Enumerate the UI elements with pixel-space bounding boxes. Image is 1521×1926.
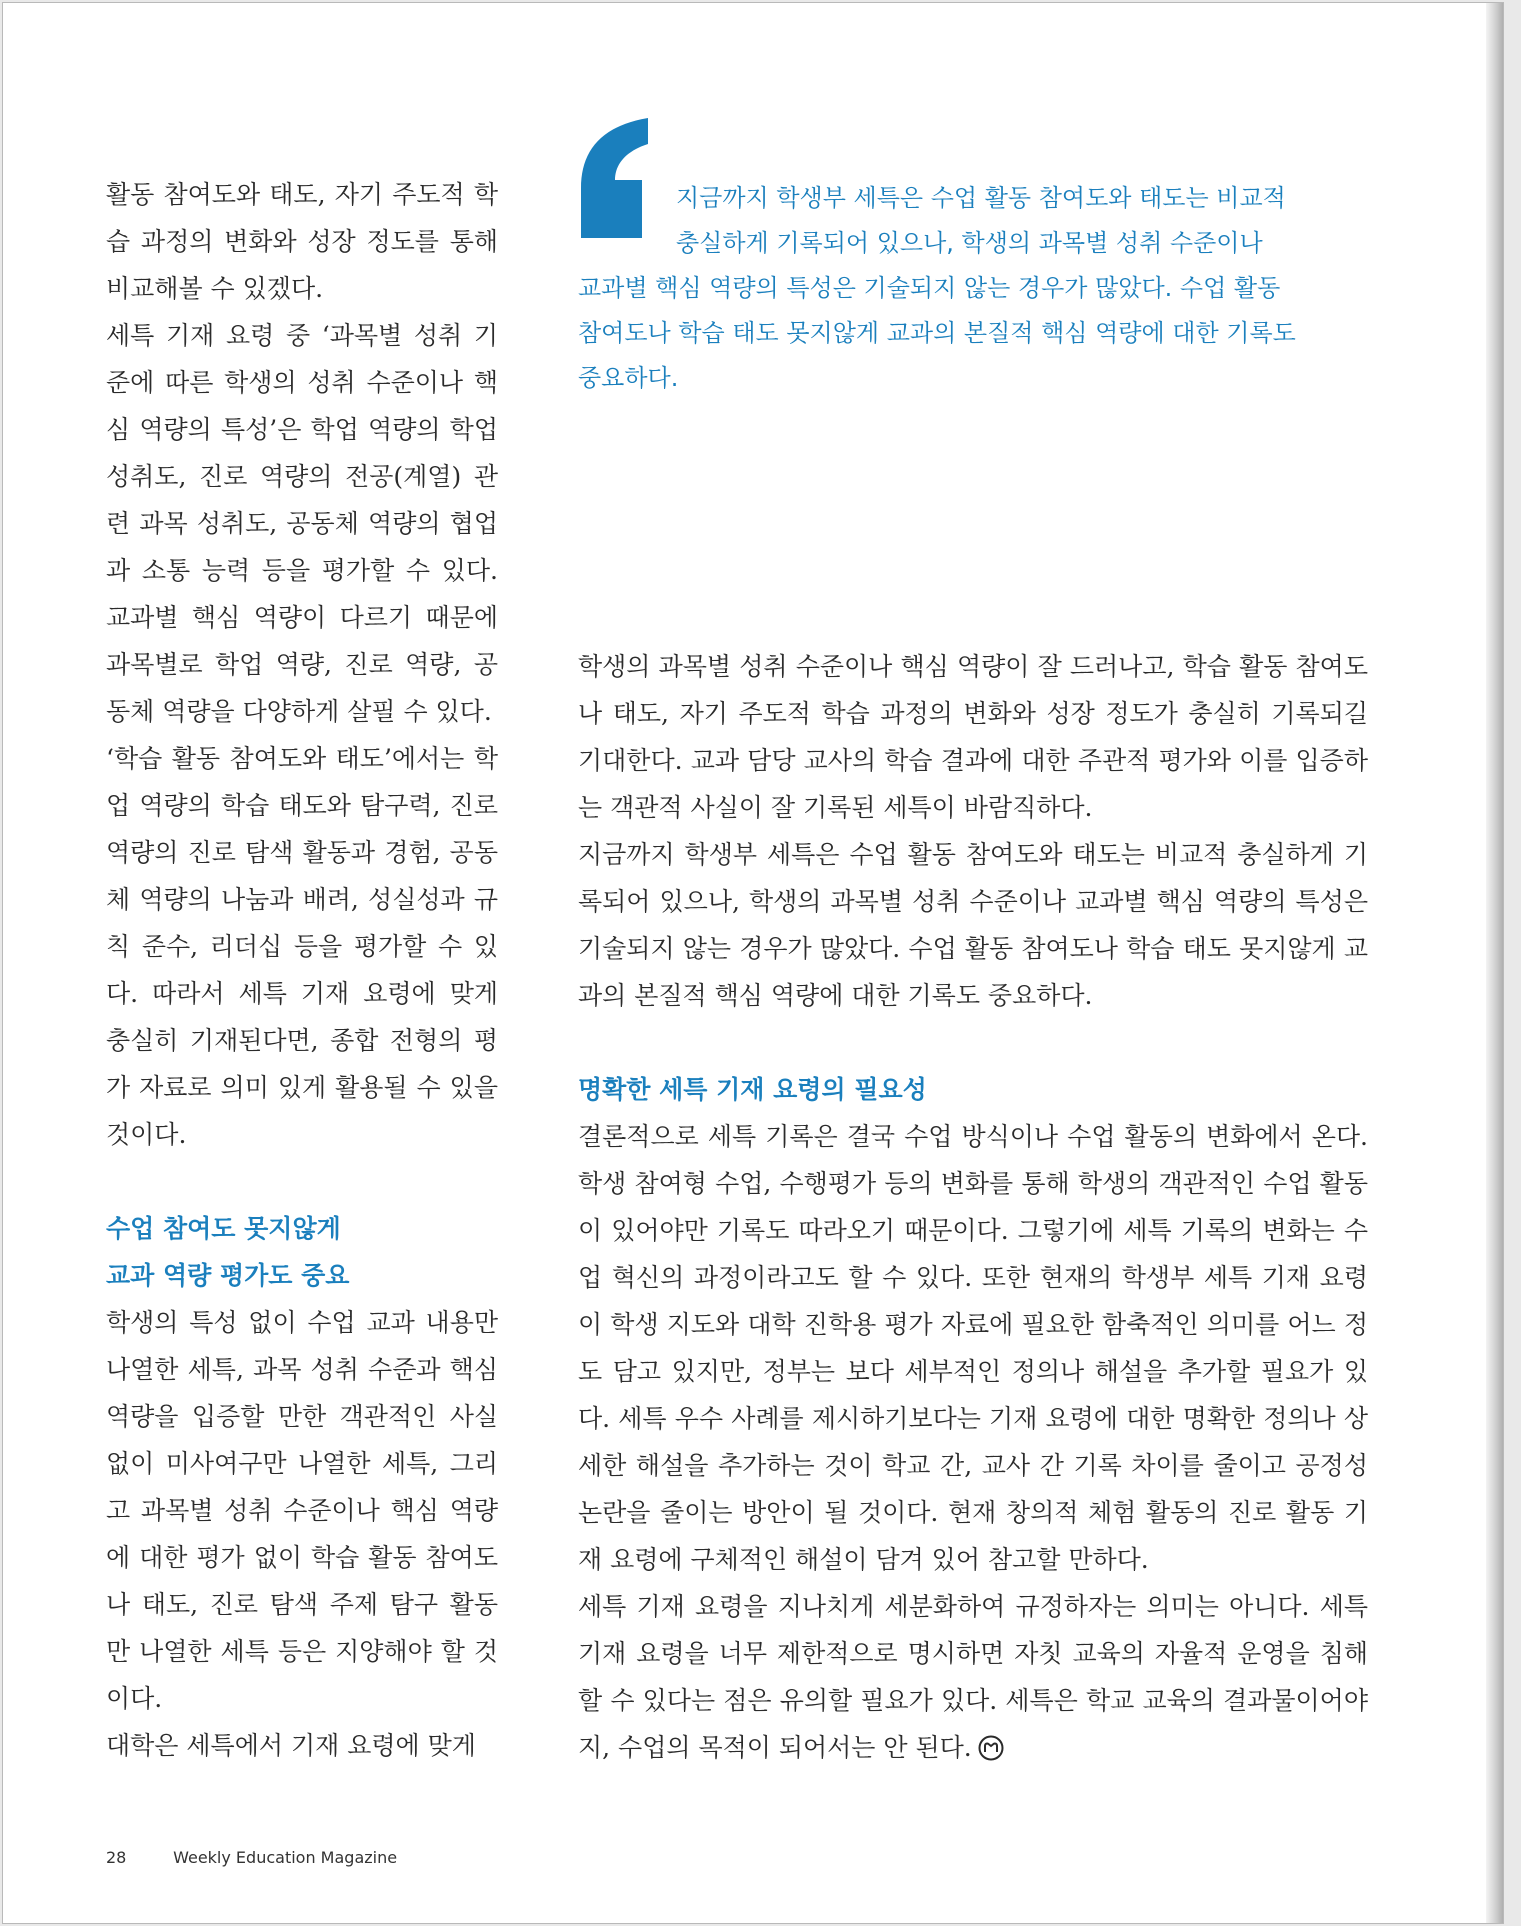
pull-quote-text bbox=[578, 118, 1368, 401]
pull-quote bbox=[578, 118, 1368, 401]
body-paragraph: 지금까지 학생부 세특은 수업 활동 참여도와 태도는 비교적 충실하게 기록되어 있으나, 학생의 과목별 성취 수준이나 교과별 핵심 역량의 특성은 기술되지 않는 경우가 많았다. 수업 활동 참여도나 학습 태도 못지않게 교과의 본질적 핵심 역량에 대한 기록도 중요하다. bbox=[578, 840, 1368, 1010]
closing-text: 세특 기재 요령을 지나치게 세분화하여 규정하자는 의미는 아니다. 세특 기재 요령을 너무 제한적으로 명시하면 자칫 교육의 자율적 운영을 침해할 수 있다는 점은 유의할 필요가 있다. 세특은 학교 교육의 결과물이어야지, 수업의 목적이 되어서는 안 된다. bbox=[578, 1592, 1368, 1762]
page-number: 28 bbox=[106, 1848, 127, 1867]
body-paragraph: 세특 기재 요령 중 ‘과목별 성취 기준에 따른 학생의 성취 수준이나 핵심 역량의 특성’은 학업 역량의 학업 성취도, 진로 역량의 전공(계열) 관련 과목 성취도, 공동체 역량의 협업과 소통 능력 등을 평가할 수 있다. 교과별 핵심 역량이 다르기 때문에 과목별로 학업 역량, 진로 역량, 공동체 역량을 다양하게 살필 수 있다. bbox=[106, 321, 498, 726]
page-footer bbox=[106, 1848, 397, 1867]
pull-quote-line: 참여도나 학습 태도 못지않게 교과의 본질적 핵심 역량에 대한 기록도 bbox=[578, 319, 1296, 347]
page-edge-shadow bbox=[1486, 3, 1504, 1924]
body-paragraph bbox=[578, 1583, 1368, 1771]
body-paragraph: 학생의 과목별 성취 수준이나 핵심 역량이 잘 드러나고, 학습 활동 참여도나 태도, 자기 주도적 학습 과정의 변화와 성장 정도가 충실히 기록되길 기대한다. 교과 담당 교사의 학습 결과에 대한 주관적 평가와 이를 입증하는 객관적 사실이 잘 기록된 세특이 바람직하다. bbox=[578, 652, 1368, 822]
left-column bbox=[106, 171, 498, 1769]
body-paragraph: 대학은 세특에서 기재 요령에 맞게 bbox=[106, 1731, 476, 1760]
section-gap bbox=[578, 1019, 1368, 1066]
magazine-title: Weekly Education Magazine bbox=[173, 1848, 398, 1867]
body-paragraph: ‘학습 활동 참여도와 태도’에서는 학업 역량의 학습 태도와 탐구력, 진로 역량의 진로 탐색 활동과 경험, 공동체 역량의 나눔과 배려, 성실성과 규칙 준수, 리더십 등을 평가할 수 있다. 따라서 세특 기재 요령에 맞게 충실히 기재된다면, 종합 전형의 평가 자료로 의미 있게 활용될 수 있을 것이다. bbox=[106, 744, 498, 1149]
section-heading: 교과 역량 평가도 중요 bbox=[106, 1261, 350, 1290]
magazine-page bbox=[2, 2, 1504, 1924]
body-paragraph: 학생의 특성 없이 수업 교과 내용만 나열한 세특, 과목 성취 수준과 핵심 역량을 입증할 만한 객관적인 사실 없이 미사여구만 나열한 세특, 그리고 과목별 성취 수준이나 핵심 역량에 대한 평가 없이 학습 활동 참여도나 태도, 진로 탐색 주제 탐구 활동만 나열한 세특 등은 지양해야 할 것이다. bbox=[106, 1308, 498, 1713]
section-heading: 명확한 세특 기재 요령의 필요성 bbox=[578, 1075, 927, 1104]
pull-quote-line: 지금까지 학생부 세특은 수업 활동 참여도와 태도는 비교적 bbox=[676, 184, 1286, 212]
section-gap bbox=[106, 1158, 498, 1205]
body-paragraph: 활동 참여도와 태도, 자기 주도적 학습 과정의 변화와 성장 정도를 통해 비교해볼 수 있겠다. bbox=[106, 180, 498, 303]
pull-quote-line: 중요하다. bbox=[578, 364, 679, 392]
right-column bbox=[578, 643, 1368, 1771]
body-paragraph: 결론적으로 세특 기록은 결국 수업 방식이나 수업 활동의 변화에서 온다. 학생 참여형 수업, 수행평가 등의 변화를 통해 학생의 객관적인 수업 활동이 있어야만 기록도 따라오기 때문이다. 그렇기에 세특 기록의 변화는 수업 혁신의 과정이라고도 할 수 있다. 또한 현재의 학생부 세특 기재 요령이 학생 지도와 대학 진학용 평가 자료에 필요한 함축적인 의미를 어느 정도 담고 있지만, 정부는 보다 세부적인 정의나 해설을 추가할 필요가 있다. 세특 우수 사례를 제시하기보다는 기재 요령에 대한 명확한 정의나 상세한 해설을 추가하는 것이 학교 간, 교사 간 기록 차이를 줄이고 공정성 논란을 줄이는 방안이 될 것이다. 현재 창의적 체험 활동의 진로 활동 기재 요령에 구체적인 해설이 담겨 있어 참고할 만하다. bbox=[578, 1122, 1368, 1574]
pull-quote-line: 교과별 핵심 역량의 특성은 기술되지 않는 경우가 많았다. 수업 활동 bbox=[578, 274, 1281, 302]
pull-quote-line: 충실하게 기록되어 있으나, 학생의 과목별 성취 수준이나 bbox=[676, 229, 1263, 257]
section-heading: 수업 참여도 못지않게 bbox=[106, 1214, 341, 1243]
magazine-end-mark-icon bbox=[978, 1735, 1004, 1761]
open-quote-icon bbox=[578, 118, 658, 248]
